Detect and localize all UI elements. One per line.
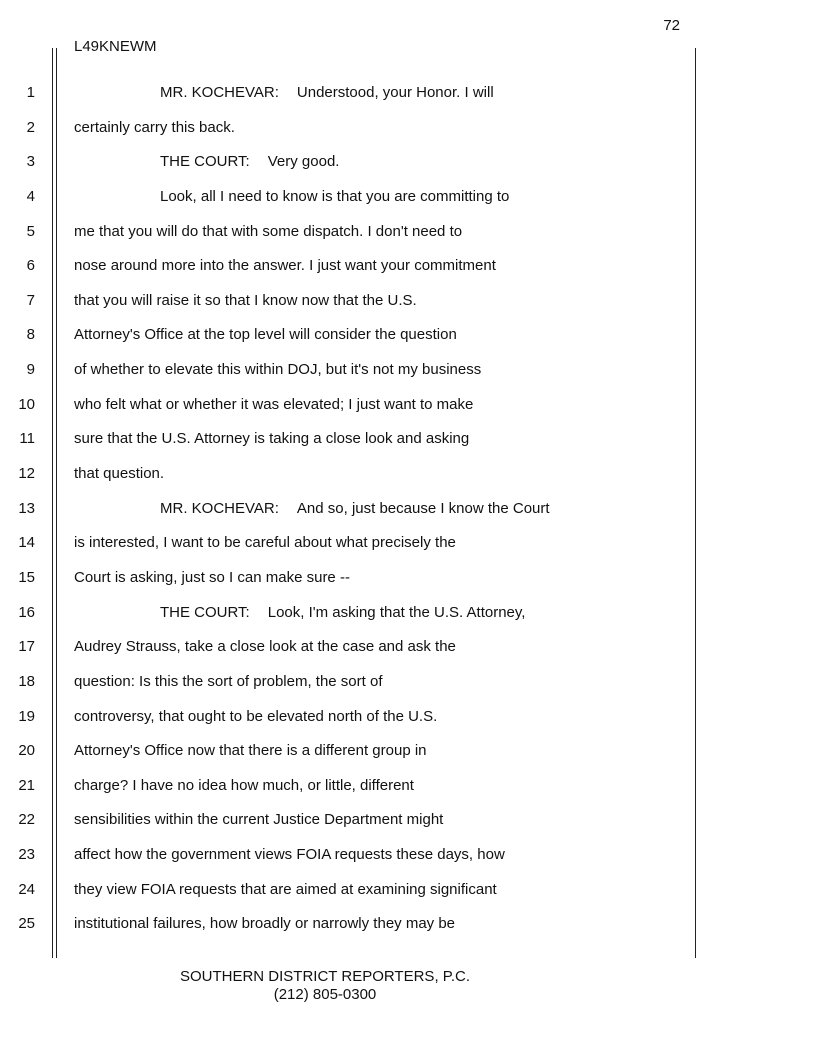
line-number: 6 — [26, 257, 35, 275]
line-text: that you will raise it so that I know now that the U.S. — [74, 291, 417, 309]
spoken-text: Understood, your Honor. I will — [296, 84, 494, 101]
page-number: 72 — [663, 17, 680, 34]
transcript-line — [0, 561, 816, 596]
transcript-line — [0, 284, 816, 319]
transcript-line — [0, 249, 816, 284]
line-text: Audrey Strauss, take a close look at the case and ask the — [74, 638, 456, 656]
reporter-name: SOUTHERN DISTRICT REPORTERS, P.C. — [179, 968, 471, 985]
line-text: affect how the government views FOIA requests these days, how — [74, 846, 505, 864]
line-text: charge? I have no idea how much, or little, different — [74, 776, 414, 794]
line-number: 12 — [18, 465, 35, 483]
transcript-line — [0, 700, 816, 735]
transcript-line — [0, 873, 816, 908]
transcript-line — [0, 388, 816, 423]
line-text: sure that the U.S. Attorney is taking a close look and asking — [74, 430, 470, 448]
line-text: me that you will do that with some dispatch. I don't need to — [74, 222, 463, 240]
line-number: 16 — [18, 603, 35, 621]
line-number: 7 — [26, 291, 35, 309]
transcript-line — [0, 630, 816, 665]
transcript-line — [0, 353, 816, 388]
transcript-line — [0, 734, 816, 769]
speaker-label: THE COURT: — [160, 153, 250, 171]
transcript-line — [0, 907, 816, 942]
line-text — [160, 492, 550, 527]
line-number: 18 — [18, 672, 35, 690]
line-number: 11 — [19, 430, 35, 448]
spoken-text: Look, I'm asking that the U.S. Attorney, — [267, 603, 526, 621]
line-text — [160, 596, 525, 631]
transcript-line — [0, 526, 816, 561]
case-header: L49KNEWM — [74, 38, 157, 55]
line-text: Attorney's Office now that there is a different group in — [74, 742, 427, 760]
line-text: that question. — [74, 465, 165, 483]
transcript-line — [0, 215, 816, 250]
speaker-label: MR. KOCHEVAR: — [160, 499, 279, 517]
transcript-line — [0, 665, 816, 700]
line-number: 9 — [26, 361, 35, 379]
line-text: question: Is this the sort of problem, the sort of — [74, 672, 383, 690]
line-number: 2 — [26, 118, 35, 136]
line-number: 17 — [18, 638, 35, 656]
line-number: 25 — [18, 915, 35, 933]
line-number: 22 — [18, 811, 35, 829]
line-number: 3 — [26, 153, 35, 171]
line-text: of whether to elevate this within DOJ, but it's not my business — [74, 361, 482, 379]
line-number: 21 — [18, 776, 35, 794]
line-text: is interested, I want to be careful about what precisely the — [74, 534, 456, 552]
line-number: 1 — [26, 84, 35, 101]
line-text: certainly carry this back. — [74, 118, 235, 136]
line-text: controversy, that ought to be elevated north of the U.S. — [74, 707, 438, 725]
transcript-line — [0, 457, 816, 492]
transcript-line — [0, 180, 816, 215]
line-number: 14 — [18, 534, 35, 552]
line-number: 10 — [18, 395, 35, 413]
line-number: 20 — [18, 742, 35, 760]
line-number: 24 — [18, 880, 35, 898]
spoken-text: Very good. — [267, 153, 340, 171]
line-text: sensibilities within the current Justice Department might — [74, 811, 444, 829]
line-text: Attorney's Office at the top level will consider the question — [74, 326, 457, 344]
line-number: 15 — [18, 568, 35, 586]
reporter-footer — [0, 968, 650, 1004]
transcript-body — [0, 76, 816, 942]
line-text: Court is asking, just so I can make sure -- — [74, 568, 350, 586]
transcript-line — [0, 76, 816, 111]
transcript-line — [0, 803, 816, 838]
line-text: nose around more into the answer. I just want your commitment — [74, 257, 496, 275]
line-number: 4 — [26, 187, 35, 205]
speaker-label: THE COURT: — [160, 603, 250, 621]
line-text: Look, all I need to know is that you are committing to — [160, 187, 510, 205]
line-number: 19 — [18, 707, 35, 725]
transcript-line — [0, 492, 816, 527]
line-text — [160, 76, 494, 111]
line-text: who felt what or whether it was elevated; I just want to make — [74, 395, 474, 413]
line-number: 8 — [26, 326, 35, 344]
transcript-line — [0, 596, 816, 631]
transcript-line — [0, 838, 816, 873]
transcript-line — [0, 769, 816, 804]
transcript-line — [0, 422, 816, 457]
line-number: 5 — [26, 222, 35, 240]
transcript-line — [0, 318, 816, 353]
speaker-label: MR. KOCHEVAR: — [160, 84, 279, 101]
line-number: 13 — [18, 499, 35, 517]
line-text — [160, 145, 339, 180]
line-text: institutional failures, how broadly or narrowly they may be — [74, 915, 456, 933]
line-number: 23 — [18, 846, 35, 864]
spoken-text: And so, just because I know the Court — [296, 499, 550, 517]
line-text: they view FOIA requests that are aimed at examining significant — [74, 880, 497, 898]
transcript-line — [0, 111, 816, 146]
reporter-phone: (212) 805-0300 — [273, 986, 377, 1003]
transcript-line — [0, 145, 816, 180]
